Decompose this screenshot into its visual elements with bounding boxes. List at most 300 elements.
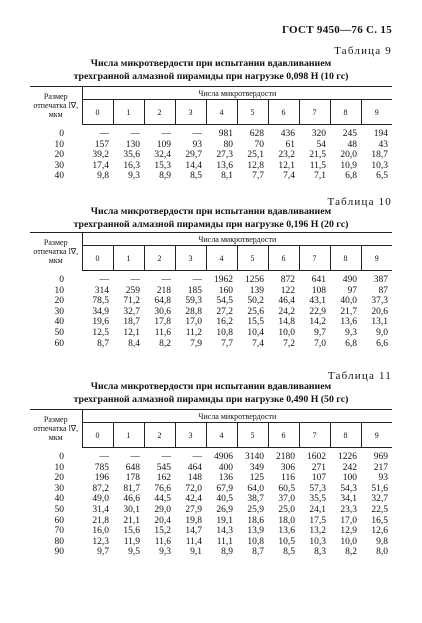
value-cell: 2180 bbox=[276, 452, 295, 462]
value-cell: 7,7 bbox=[221, 338, 233, 349]
value-cell: 18,0 bbox=[278, 515, 295, 526]
value-cell: 87,2 bbox=[92, 483, 109, 494]
value-cell: 76,6 bbox=[154, 483, 171, 494]
value-cell: 8,3 bbox=[314, 547, 326, 558]
value-cell: 259 bbox=[125, 285, 140, 296]
size-cell: 0 bbox=[59, 128, 64, 139]
value-cell: 44,5 bbox=[154, 494, 171, 505]
column-header: 6 bbox=[268, 423, 299, 448]
value-cell: 27,3 bbox=[216, 150, 233, 161]
column-header: 2 bbox=[144, 100, 175, 125]
table-row bbox=[30, 484, 392, 495]
value-cell: 12,1 bbox=[123, 327, 140, 338]
value-cell: 12,3 bbox=[92, 536, 109, 547]
column-header: 8 bbox=[330, 246, 361, 271]
value-cell: 11,6 bbox=[154, 536, 171, 547]
value-cell: 80 bbox=[223, 139, 233, 150]
table-row bbox=[30, 473, 392, 484]
value-cell: 29,7 bbox=[185, 150, 202, 161]
value-cell: 9,5 bbox=[128, 547, 140, 558]
value-cell: 32,4 bbox=[154, 150, 171, 161]
value-cell: — bbox=[99, 275, 109, 285]
value-cell: 8,0 bbox=[376, 547, 389, 558]
size-cell: 20 bbox=[54, 150, 64, 161]
value-cell: 42,4 bbox=[185, 494, 202, 505]
size-cell: 80 bbox=[54, 536, 64, 547]
value-cell: 136 bbox=[218, 473, 233, 484]
value-cell: 15,5 bbox=[247, 317, 264, 328]
value-cell: 8,7 bbox=[252, 547, 264, 558]
value-cell: 93 bbox=[192, 139, 202, 150]
value-cell: 196 bbox=[94, 473, 109, 484]
table-row bbox=[30, 125, 392, 140]
table-row bbox=[30, 161, 392, 172]
size-cell: 0 bbox=[59, 274, 64, 285]
value-cell: 648 bbox=[125, 462, 140, 473]
value-cell: — bbox=[99, 452, 109, 462]
value-cell: 490 bbox=[342, 275, 357, 285]
value-cell: 72,0 bbox=[185, 483, 202, 494]
value-cell: 7,7 bbox=[252, 171, 264, 182]
column-header: 4 bbox=[206, 100, 237, 125]
column-header: 7 bbox=[299, 246, 330, 271]
value-cell: 314 bbox=[94, 285, 109, 296]
value-cell: 13,1 bbox=[371, 317, 389, 328]
value-cell: 43 bbox=[378, 139, 389, 150]
value-cell: 35,6 bbox=[123, 150, 140, 161]
table-row bbox=[30, 537, 392, 548]
table-title-line: трехгранной алмазной пирамиды при нагрузке 0,098 Н (10 гс) bbox=[73, 70, 349, 82]
size-cell: 50 bbox=[54, 504, 64, 515]
column-header: 6 bbox=[268, 246, 299, 271]
column-header: 8 bbox=[330, 100, 361, 125]
column-header: 9 bbox=[361, 423, 392, 448]
value-cell: 3140 bbox=[245, 452, 264, 462]
value-cell: 25,6 bbox=[247, 306, 264, 317]
value-cell: 32,7 bbox=[371, 494, 389, 505]
group-header: Числа микротвердости bbox=[82, 87, 392, 100]
value-cell: 16,2 bbox=[216, 317, 233, 328]
value-cell: 16,0 bbox=[92, 526, 109, 537]
value-cell: 8,1 bbox=[221, 171, 233, 182]
size-cell: 30 bbox=[54, 160, 64, 171]
value-cell: 185 bbox=[187, 285, 202, 296]
value-cell: 8,9 bbox=[221, 547, 233, 558]
value-cell: 21,1 bbox=[123, 515, 140, 526]
value-cell: 107 bbox=[311, 473, 326, 484]
value-cell: 30,1 bbox=[123, 504, 140, 515]
table-row bbox=[30, 526, 392, 537]
column-header: 5 bbox=[237, 100, 268, 125]
column-header: 8 bbox=[330, 423, 361, 448]
row-header: Размер отпечатка l∇, мкм bbox=[30, 233, 82, 271]
value-cell: 1226 bbox=[338, 452, 357, 462]
table-row bbox=[30, 547, 392, 558]
microhardness-table bbox=[30, 409, 392, 558]
value-cell: 34,1 bbox=[340, 494, 357, 505]
size-cell: 40 bbox=[54, 317, 64, 328]
value-cell: 306 bbox=[280, 462, 295, 473]
size-cell: 0 bbox=[59, 451, 64, 462]
size-cell: 20 bbox=[54, 473, 64, 484]
value-cell: 17,5 bbox=[309, 515, 326, 526]
value-cell: 8,4 bbox=[128, 338, 140, 349]
table-row bbox=[30, 271, 392, 286]
column-header: 1 bbox=[113, 246, 144, 271]
value-cell: 10,3 bbox=[371, 160, 389, 171]
value-cell: 9,3 bbox=[345, 327, 357, 338]
value-cell: 10,0 bbox=[278, 327, 295, 338]
value-cell: 46,6 bbox=[123, 494, 140, 505]
value-cell: 50,2 bbox=[247, 296, 264, 307]
value-cell: 23,3 bbox=[340, 504, 357, 515]
value-cell: 48 bbox=[347, 139, 357, 150]
size-cell: 60 bbox=[54, 515, 64, 526]
row-header: Размер отпечатка l∇, мкм bbox=[30, 410, 82, 448]
table-row bbox=[30, 140, 392, 151]
table-title-line: трехгранной алмазной пирамиды при нагрузке 0,196 Н (20 гс) bbox=[73, 218, 349, 230]
value-cell: 641 bbox=[311, 275, 326, 285]
value-cell: 54,5 bbox=[216, 296, 233, 307]
value-cell: — bbox=[192, 275, 202, 285]
value-cell: 20,4 bbox=[154, 515, 171, 526]
value-cell: 81,7 bbox=[123, 483, 140, 494]
value-cell: 17,4 bbox=[92, 160, 109, 171]
value-cell: 87 bbox=[378, 285, 389, 296]
value-cell: 10,5 bbox=[278, 536, 295, 547]
value-cell: 18,7 bbox=[123, 317, 140, 328]
column-header: 9 bbox=[361, 246, 392, 271]
value-cell: 6,6 bbox=[376, 338, 389, 349]
value-cell: 100 bbox=[342, 473, 357, 484]
value-cell: 31,4 bbox=[92, 504, 109, 515]
value-cell: 38,7 bbox=[247, 494, 264, 505]
value-cell: — bbox=[161, 452, 171, 462]
value-cell: 57,3 bbox=[309, 483, 326, 494]
value-cell: 9,0 bbox=[376, 327, 389, 338]
value-cell: 6,5 bbox=[376, 171, 389, 182]
value-cell: 20,6 bbox=[371, 306, 389, 317]
value-cell: 148 bbox=[187, 473, 202, 484]
table-row bbox=[30, 296, 392, 307]
value-cell: 245 bbox=[342, 129, 357, 139]
value-cell: 108 bbox=[311, 285, 326, 296]
value-cell: 8,5 bbox=[190, 171, 202, 182]
value-cell: 130 bbox=[125, 139, 140, 150]
size-cell: 30 bbox=[54, 483, 64, 494]
value-cell: 14,4 bbox=[185, 160, 202, 171]
value-cell: 7,2 bbox=[283, 338, 295, 349]
value-cell: 11,5 bbox=[309, 160, 326, 171]
table-label: Таблица 10 bbox=[327, 196, 392, 208]
value-cell: 178 bbox=[125, 473, 140, 484]
microhardness-table bbox=[30, 232, 392, 349]
value-cell: 13,6 bbox=[340, 317, 357, 328]
value-cell: 349 bbox=[249, 462, 264, 473]
value-cell: 20,0 bbox=[340, 150, 357, 161]
value-cell: 28,8 bbox=[185, 306, 202, 317]
column-header: 4 bbox=[206, 246, 237, 271]
value-cell: 16,3 bbox=[123, 160, 140, 171]
value-cell: 13,2 bbox=[309, 526, 326, 537]
value-cell: 19,6 bbox=[92, 317, 109, 328]
value-cell: 11,6 bbox=[154, 327, 171, 338]
value-cell: 10,9 bbox=[340, 160, 357, 171]
value-cell: 14,7 bbox=[185, 526, 202, 537]
value-cell: 7,4 bbox=[252, 338, 264, 349]
value-cell: 26,9 bbox=[216, 504, 233, 515]
value-cell: 27,9 bbox=[185, 504, 202, 515]
column-header: 5 bbox=[237, 423, 268, 448]
column-header: 3 bbox=[175, 423, 206, 448]
column-header: 3 bbox=[175, 246, 206, 271]
value-cell: 17,8 bbox=[154, 317, 171, 328]
value-cell: 78,5 bbox=[92, 296, 109, 307]
value-cell: 54,3 bbox=[340, 483, 357, 494]
value-cell: 9,3 bbox=[159, 547, 171, 558]
value-cell: 125 bbox=[249, 473, 264, 484]
value-cell: 10,4 bbox=[247, 327, 264, 338]
value-cell: 11,9 bbox=[123, 536, 140, 547]
table-title-line: Числа микротвердости при испытании вдавливанием bbox=[90, 381, 332, 392]
value-cell: 1256 bbox=[245, 275, 264, 285]
column-header: 3 bbox=[175, 100, 206, 125]
value-cell: 18,6 bbox=[247, 515, 264, 526]
value-cell: 9,1 bbox=[190, 547, 202, 558]
value-cell: 6,8 bbox=[345, 338, 357, 349]
value-cell: — bbox=[161, 129, 171, 139]
size-cell: 60 bbox=[54, 338, 64, 349]
value-cell: 10,8 bbox=[247, 536, 264, 547]
column-header: 0 bbox=[82, 246, 113, 271]
value-cell: 97 bbox=[347, 285, 357, 296]
value-cell: 61 bbox=[285, 139, 295, 150]
value-cell: 67,9 bbox=[216, 483, 233, 494]
column-header: 1 bbox=[113, 100, 144, 125]
value-cell: 10,8 bbox=[216, 327, 233, 338]
column-header: 1 bbox=[113, 423, 144, 448]
value-cell: 43,1 bbox=[309, 296, 326, 307]
column-header: 9 bbox=[361, 100, 392, 125]
value-cell: 9,8 bbox=[97, 171, 109, 182]
size-cell: 10 bbox=[54, 285, 64, 296]
value-cell: 49,0 bbox=[92, 494, 109, 505]
value-cell: 6,8 bbox=[345, 171, 357, 182]
value-cell: 1962 bbox=[214, 275, 233, 285]
value-cell: 242 bbox=[342, 462, 357, 473]
table-title-line: Числа микротвердости при испытании вдавливанием bbox=[90, 58, 332, 69]
value-cell: 29,0 bbox=[154, 504, 171, 515]
value-cell: 628 bbox=[249, 129, 264, 139]
value-cell: 400 bbox=[218, 462, 233, 473]
column-header: 4 bbox=[206, 423, 237, 448]
group-header: Числа микротвердости bbox=[82, 410, 392, 423]
value-cell: 116 bbox=[281, 473, 295, 484]
value-cell: 32,7 bbox=[123, 306, 140, 317]
size-cell: 90 bbox=[54, 547, 64, 558]
value-cell: 24,1 bbox=[309, 504, 326, 515]
value-cell: 25,1 bbox=[247, 150, 264, 161]
value-cell: — bbox=[130, 452, 140, 462]
value-cell: 17,0 bbox=[340, 515, 357, 526]
value-cell: 545 bbox=[156, 462, 171, 473]
table-title bbox=[30, 381, 392, 406]
value-cell: 71,2 bbox=[123, 296, 140, 307]
value-cell: 16,5 bbox=[371, 515, 389, 526]
value-cell: 8,5 bbox=[283, 547, 295, 558]
table-row bbox=[30, 286, 392, 297]
value-cell: 7,0 bbox=[314, 338, 326, 349]
value-cell: 46,4 bbox=[278, 296, 295, 307]
value-cell: 27,2 bbox=[216, 306, 233, 317]
value-cell: 12,1 bbox=[278, 160, 295, 171]
table-row bbox=[30, 505, 392, 516]
table-row bbox=[30, 339, 392, 350]
value-cell: 37,0 bbox=[278, 494, 295, 505]
value-cell: 70 bbox=[254, 139, 264, 150]
table-title bbox=[30, 58, 392, 83]
value-cell: 271 bbox=[311, 462, 326, 473]
value-cell: 64,0 bbox=[247, 483, 264, 494]
value-cell: — bbox=[161, 275, 171, 285]
column-header: 2 bbox=[144, 423, 175, 448]
value-cell: — bbox=[99, 129, 109, 139]
value-cell: 14,3 bbox=[216, 526, 233, 537]
value-cell: 7,1 bbox=[314, 171, 326, 182]
column-header: 5 bbox=[237, 246, 268, 271]
table-row bbox=[30, 494, 392, 505]
page-header: ГОСТ 9450—76 С. 15 bbox=[281, 24, 392, 36]
value-cell: 64,8 bbox=[154, 296, 171, 307]
value-cell: 25,9 bbox=[247, 504, 264, 515]
value-cell: 4906 bbox=[214, 452, 233, 462]
value-cell: 785 bbox=[94, 462, 109, 473]
value-cell: 39,2 bbox=[92, 150, 109, 161]
value-cell: 22,5 bbox=[371, 504, 389, 515]
table-label: Таблица 9 bbox=[334, 45, 392, 57]
row-header: Размер отпечатка l∇, мкм bbox=[30, 87, 82, 125]
column-header: 0 bbox=[82, 423, 113, 448]
value-cell: — bbox=[130, 129, 140, 139]
value-cell: 15,3 bbox=[154, 160, 171, 171]
table-row bbox=[30, 307, 392, 318]
size-cell: 10 bbox=[54, 139, 64, 150]
value-cell: 12,6 bbox=[371, 526, 389, 537]
value-cell: 19,1 bbox=[216, 515, 233, 526]
value-cell: 34,9 bbox=[92, 306, 109, 317]
value-cell: — bbox=[130, 275, 140, 285]
microhardness-table bbox=[30, 86, 392, 182]
value-cell: — bbox=[192, 129, 202, 139]
value-cell: 25,0 bbox=[278, 504, 295, 515]
value-cell: 30,6 bbox=[154, 306, 171, 317]
value-cell: 35,5 bbox=[309, 494, 326, 505]
value-cell: 93 bbox=[378, 473, 389, 484]
table-label: Таблица 11 bbox=[327, 370, 392, 382]
value-cell: 7,9 bbox=[190, 338, 202, 349]
table-row bbox=[30, 516, 392, 527]
value-cell: 10,0 bbox=[340, 536, 357, 547]
value-cell: 1602 bbox=[307, 452, 326, 462]
table-row bbox=[30, 463, 392, 474]
value-cell: 14,2 bbox=[309, 317, 326, 328]
value-cell: 9,7 bbox=[314, 327, 326, 338]
value-cell: 139 bbox=[249, 285, 264, 296]
value-cell: 40,5 bbox=[216, 494, 233, 505]
value-cell: 37,3 bbox=[371, 296, 389, 307]
table-row bbox=[30, 150, 392, 161]
column-header: 0 bbox=[82, 100, 113, 125]
value-cell: 8,2 bbox=[345, 547, 357, 558]
value-cell: 21,7 bbox=[340, 306, 357, 317]
value-cell: 11,4 bbox=[185, 536, 202, 547]
size-cell: 40 bbox=[54, 171, 64, 182]
value-cell: 969 bbox=[373, 452, 389, 462]
value-cell: 23,2 bbox=[278, 150, 295, 161]
value-cell: 13,6 bbox=[216, 160, 233, 171]
value-cell: 15,2 bbox=[154, 526, 171, 537]
table-row bbox=[30, 448, 392, 463]
value-cell: 7,4 bbox=[283, 171, 295, 182]
size-cell: 40 bbox=[54, 494, 64, 505]
column-header: 7 bbox=[299, 100, 330, 125]
value-cell: 40,0 bbox=[340, 296, 357, 307]
size-cell: 10 bbox=[54, 462, 64, 473]
table-row bbox=[30, 171, 392, 182]
value-cell: 13,9 bbox=[247, 526, 264, 537]
value-cell: 19,8 bbox=[185, 515, 202, 526]
value-cell: 21,5 bbox=[309, 150, 326, 161]
value-cell: 194 bbox=[373, 129, 389, 139]
value-cell: 15,6 bbox=[123, 526, 140, 537]
value-cell: 160 bbox=[218, 285, 233, 296]
value-cell: 17,0 bbox=[185, 317, 202, 328]
value-cell: 54 bbox=[316, 139, 326, 150]
value-cell: 981 bbox=[218, 129, 233, 139]
value-cell: 8,9 bbox=[159, 171, 171, 182]
value-cell: 11,1 bbox=[216, 536, 233, 547]
value-cell: 22,9 bbox=[309, 306, 326, 317]
value-cell: 162 bbox=[156, 473, 171, 484]
value-cell: — bbox=[192, 452, 202, 462]
size-cell: 30 bbox=[54, 306, 64, 317]
value-cell: 109 bbox=[156, 139, 171, 150]
value-cell: 9,8 bbox=[376, 536, 389, 547]
value-cell: 122 bbox=[280, 285, 295, 296]
value-cell: 9,7 bbox=[97, 547, 109, 558]
column-header: 6 bbox=[268, 100, 299, 125]
value-cell: 387 bbox=[373, 275, 389, 285]
size-cell: 20 bbox=[54, 296, 64, 307]
value-cell: 872 bbox=[280, 275, 295, 285]
value-cell: 157 bbox=[94, 139, 109, 150]
value-cell: 51,6 bbox=[371, 483, 389, 494]
value-cell: 11,2 bbox=[185, 327, 202, 338]
column-header: 7 bbox=[299, 423, 330, 448]
table-row bbox=[30, 317, 392, 328]
value-cell: 10,3 bbox=[309, 536, 326, 547]
value-cell: 12,8 bbox=[247, 160, 264, 171]
value-cell: 18,7 bbox=[371, 150, 389, 161]
value-cell: 12,5 bbox=[92, 327, 109, 338]
size-cell: 50 bbox=[54, 327, 64, 338]
value-cell: 8,2 bbox=[159, 338, 171, 349]
group-header: Числа микротвердости bbox=[82, 233, 392, 246]
value-cell: 320 bbox=[311, 129, 326, 139]
table-title bbox=[30, 206, 392, 231]
value-cell: 217 bbox=[373, 462, 389, 473]
value-cell: 464 bbox=[187, 462, 202, 473]
